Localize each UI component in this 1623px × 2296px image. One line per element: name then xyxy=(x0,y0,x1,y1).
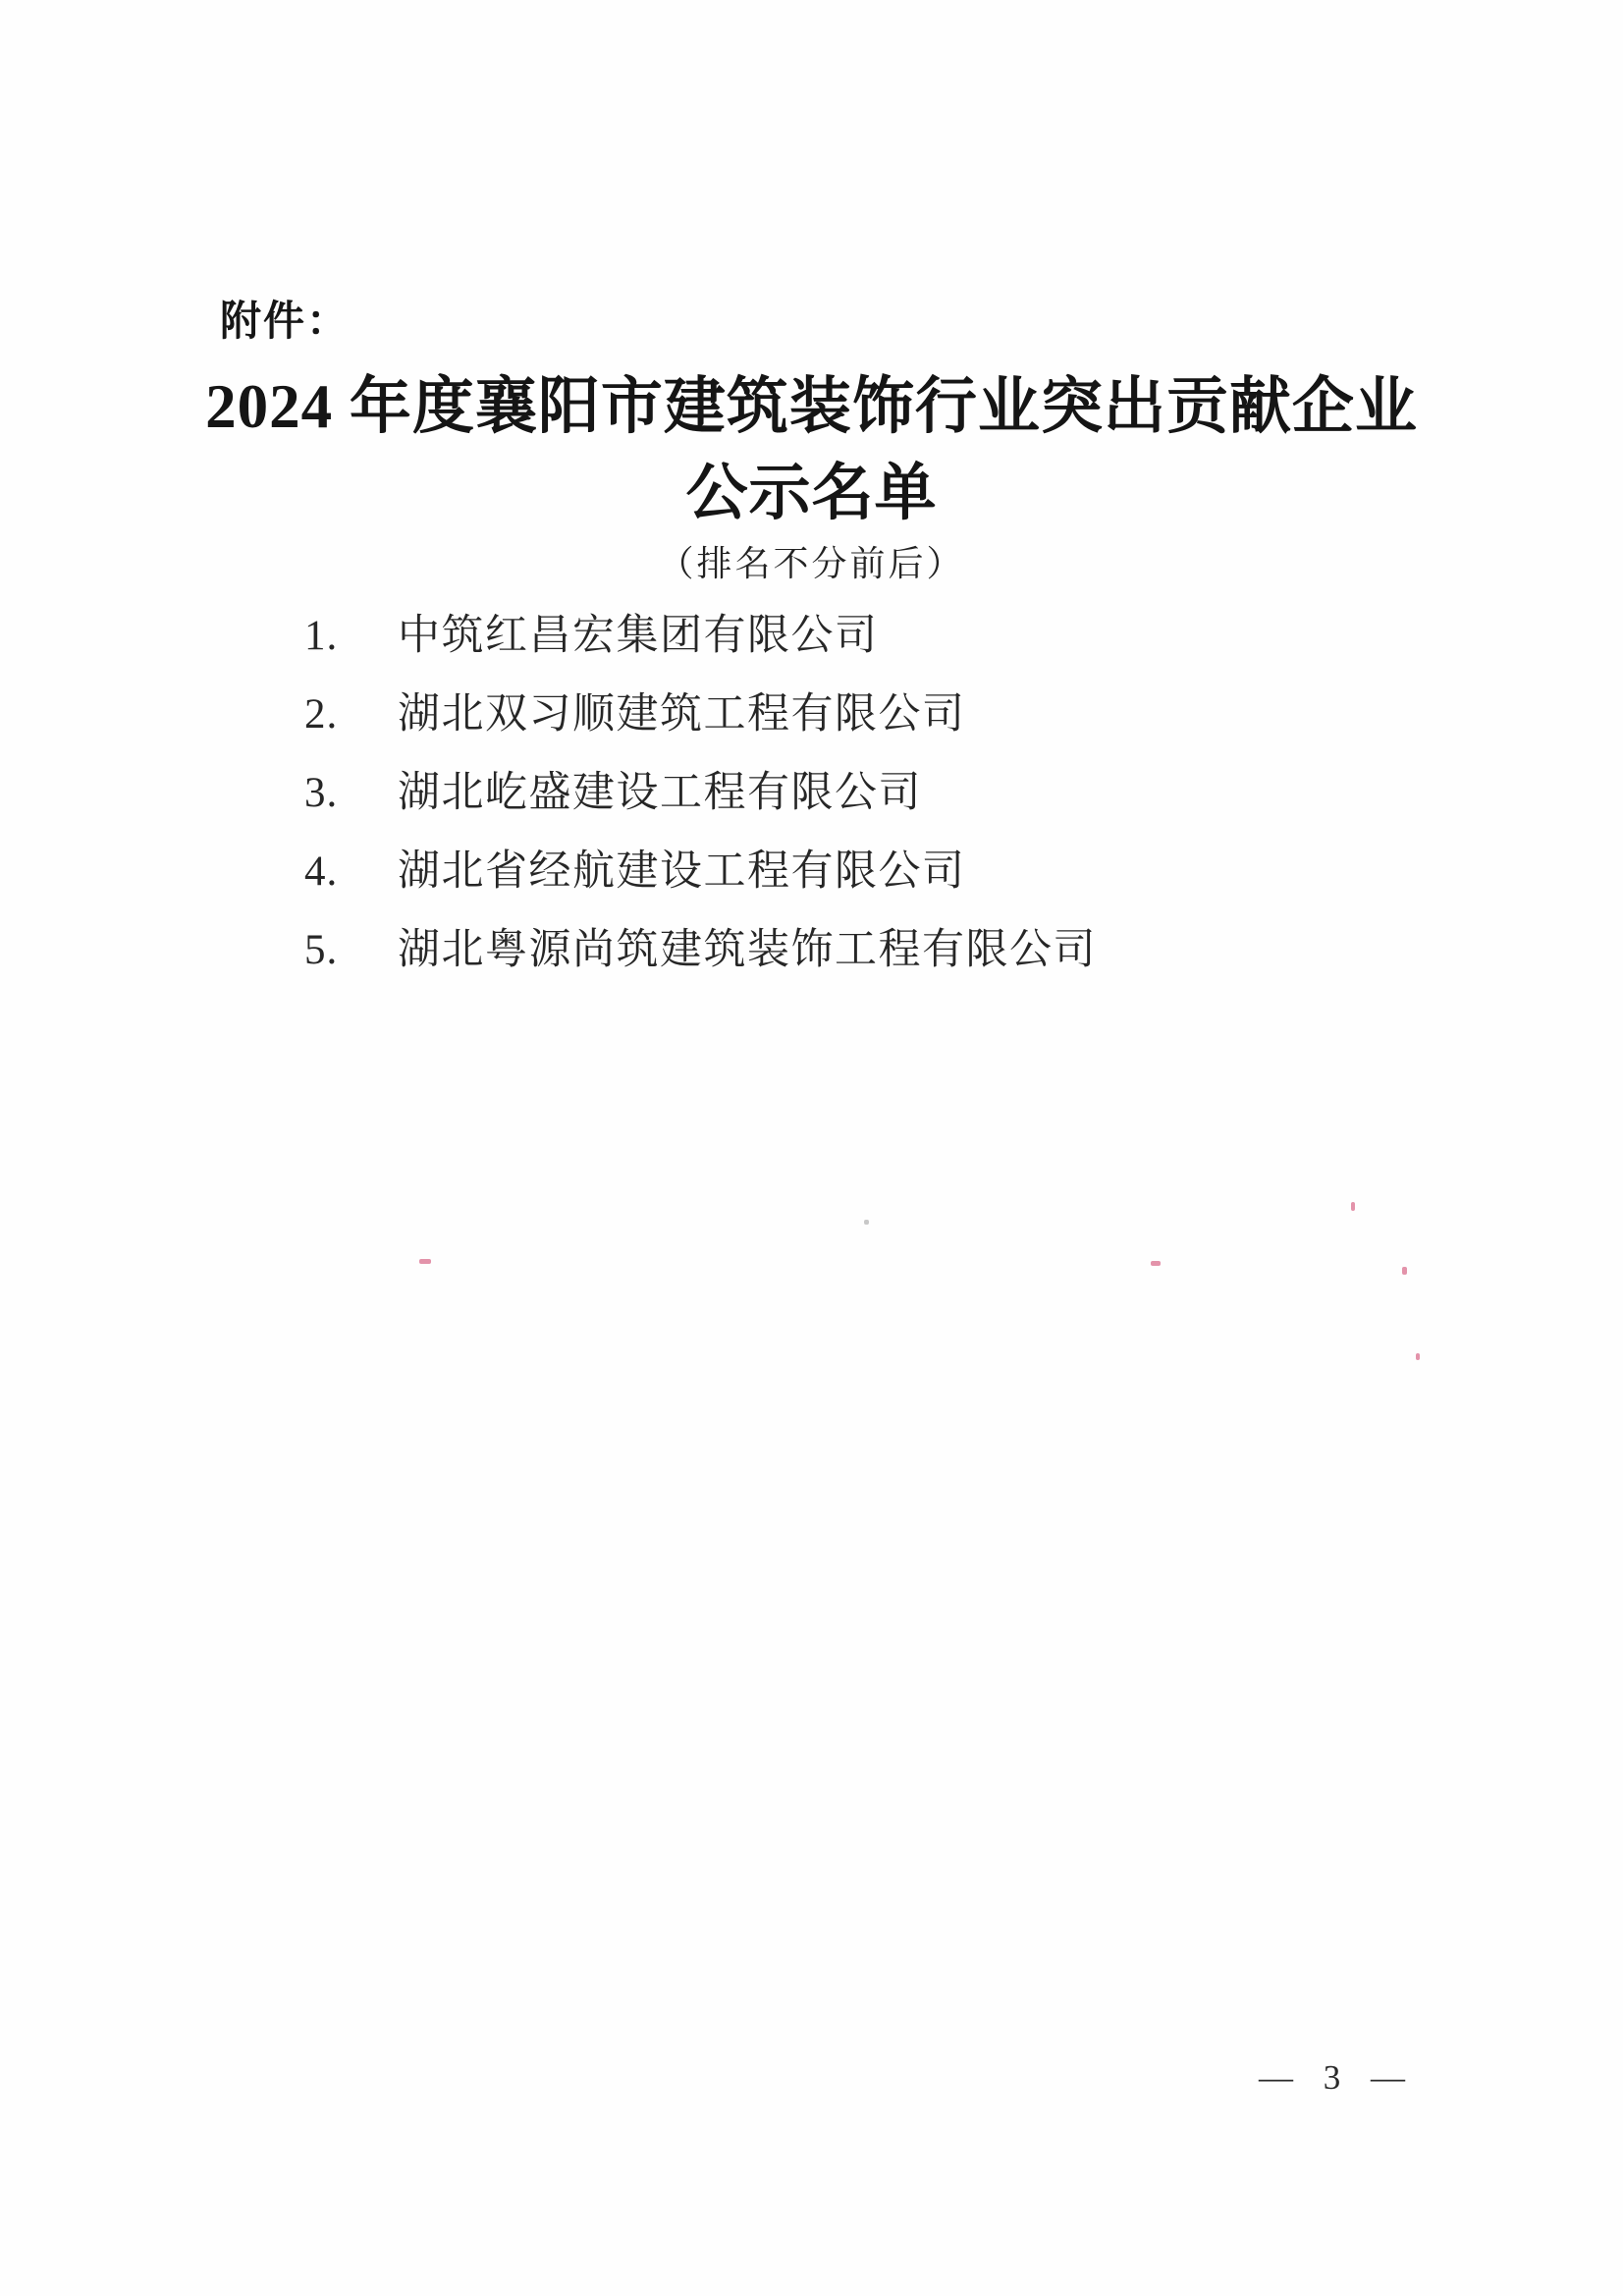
item-number: 4. xyxy=(304,848,339,895)
scan-speck xyxy=(1402,1267,1407,1275)
doc-title-line2: 公示名单 xyxy=(685,459,938,527)
item-number: 5. xyxy=(304,927,339,973)
item-number: 2. xyxy=(304,691,339,738)
company-name: 中筑红昌宏集团有限公司 xyxy=(398,613,879,659)
scan-speck xyxy=(864,1220,869,1225)
company-name: 湖北屹盛建设工程有限公司 xyxy=(398,770,922,816)
list-item xyxy=(304,689,1384,768)
scan-speck xyxy=(1351,1202,1355,1211)
list-item xyxy=(304,611,1384,689)
company-list xyxy=(304,611,1384,1004)
item-number: 1. xyxy=(304,613,339,659)
company-name: 湖北双习顺建筑工程有限公司 xyxy=(398,691,966,738)
ranking-note: （排名不分前后） xyxy=(658,544,965,583)
doc-title xyxy=(0,363,1623,536)
company-name: 湖北粤源尚筑建筑装饰工程有限公司 xyxy=(398,927,1097,973)
item-number: 3. xyxy=(304,770,339,816)
list-item xyxy=(304,847,1384,925)
list-item xyxy=(304,925,1384,1004)
scan-speck xyxy=(1416,1353,1420,1360)
page-number: — 3 — xyxy=(1259,2058,1411,2097)
doc-title-line1: 2024 年度襄阳市建筑装饰行业突出贡献企业 xyxy=(205,372,1418,441)
scan-speck xyxy=(419,1259,431,1264)
scan-speck xyxy=(1151,1261,1161,1266)
list-item xyxy=(304,768,1384,847)
attachment-label: 附件： xyxy=(220,298,351,344)
company-name: 湖北省经航建设工程有限公司 xyxy=(398,848,966,895)
